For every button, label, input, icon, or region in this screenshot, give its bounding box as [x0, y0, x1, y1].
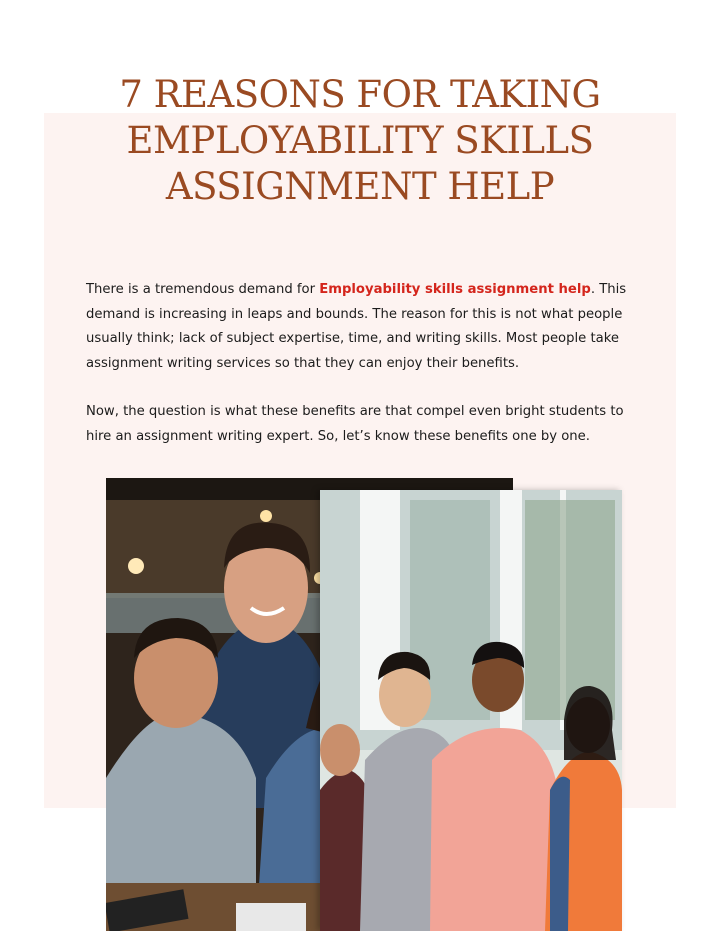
employability-skills-link[interactable]: Employability skills assignment help — [319, 282, 591, 297]
title-line-3: ASSIGNMENT HELP — [165, 165, 555, 208]
title-line-1: 7 REASONS FOR TAKING — [119, 73, 601, 116]
intro-text-end: . This demand is increasing in leaps and bounds. The reason for this is not what people usually think; lack of subject expertise, time, and writing skills. Most people take assignment writing services so that they can enjoy their benefits. — [86, 282, 627, 371]
intro-text-start: There is a tremendous demand for — [86, 282, 320, 297]
friends-group-photo — [320, 490, 622, 931]
intro-paragraph — [86, 278, 646, 376]
article-body — [86, 278, 646, 473]
page-title — [40, 72, 680, 210]
benefits-paragraph: Now, the question is what these benefits are that compel even bright students to hire an assignment writing expert. So, let’s know these benefits one by one. — [86, 404, 624, 444]
title-line-2: EMPLOYABILITY SKILLS — [126, 119, 594, 162]
